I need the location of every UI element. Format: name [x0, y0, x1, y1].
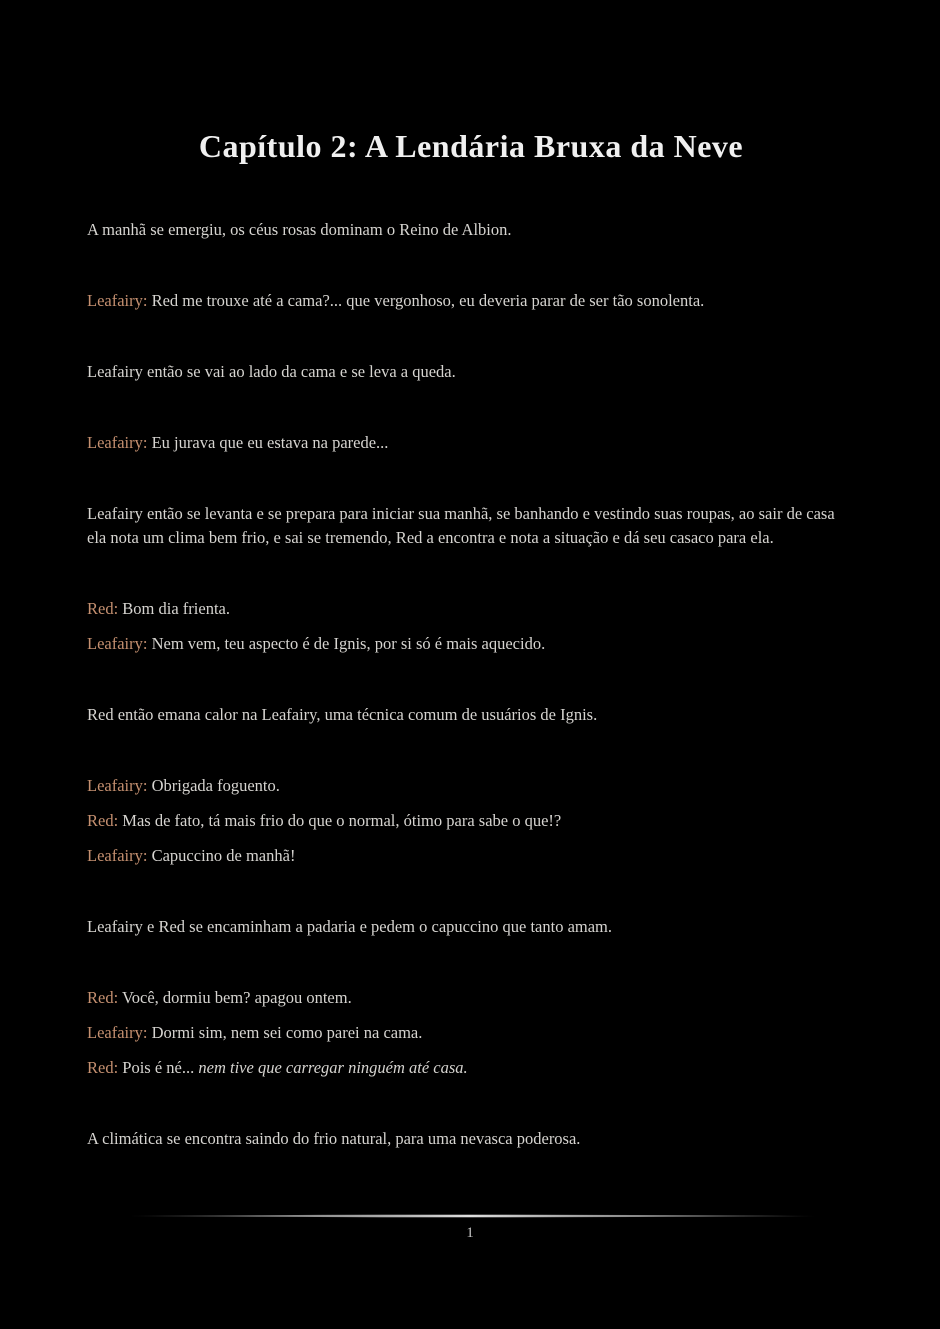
speaker-name: Leafairy:	[87, 433, 148, 452]
speaker-name: Red:	[87, 811, 119, 830]
blank-line	[87, 466, 855, 502]
italic-phrase: nem tive que carregar ninguém até casa.	[198, 1058, 468, 1077]
speaker-name: Leafairy:	[87, 634, 148, 653]
narration-paragraph: Leafairy e Red se encaminham a padaria e pedem o capuccino que tanto amam.	[87, 917, 613, 936]
blank-line	[87, 324, 855, 360]
speaker-name: Leafairy:	[87, 776, 148, 795]
narration-paragraph: Leafairy então se vai ao lado da cama e se leva a queda.	[87, 362, 456, 381]
dialogue-paragraph: Leafairy: Dormi sim, nem sei como parei na cama.	[87, 1023, 423, 1042]
blank-line	[87, 879, 855, 915]
speaker-name: Red:	[87, 988, 119, 1007]
dialogue-paragraph: Red: Você, dormiu bem? apagou ontem.	[87, 988, 352, 1007]
narration-paragraph: Red então emana calor na Leafairy, uma técnica comum de usuários de Ignis.	[87, 705, 598, 724]
narration-paragraph: A manhã se emergiu, os céus rosas dominam o Reino de Albion.	[87, 220, 512, 239]
page-number: 1	[466, 1225, 474, 1241]
dialogue-paragraph: Red: Pois é né... nem tive que carregar ninguém até casa.	[87, 1058, 468, 1077]
blank-line	[87, 950, 855, 986]
dialogue-paragraph: Red: Bom dia frienta.	[87, 599, 230, 618]
chapter-title: Capítulo 2: A Lendária Bruxa da Neve	[198, 128, 744, 164]
blank-line	[87, 561, 855, 597]
dialogue-paragraph: Leafairy: Obrigada foguento.	[87, 776, 280, 795]
footer-divider-line	[0, 1212, 940, 1220]
dialogue-paragraph: Leafairy: Capuccino de manhã!	[87, 846, 296, 865]
speaker-name: Leafairy:	[87, 291, 148, 310]
speaker-name: Red:	[87, 599, 119, 618]
blank-line	[87, 738, 855, 774]
page-footer	[0, 1212, 940, 1243]
dialogue-paragraph: Leafairy: Nem vem, teu aspecto é de Ignis, por si só é mais aquecido.	[87, 634, 546, 653]
narration-paragraph: Leafairy então se levanta e se prepara para iniciar sua manhã, se banhando e vestindo suas roupas, ao sair de casa ela nota um clima bem frio, e sai se tremendo, Red a encontra e nota a situação e dá seu casaco para ela.	[87, 504, 835, 547]
dialogue-paragraph: Leafairy: Eu jurava que eu estava na parede...	[87, 433, 389, 452]
speaker-name: Leafairy:	[87, 1023, 148, 1042]
blank-line	[87, 253, 855, 289]
dialogue-paragraph: Leafairy: Red me trouxe até a cama?... que vergonhoso, eu deveria parar de ser tão sonolenta.	[87, 291, 705, 310]
story-content	[87, 218, 855, 1151]
speaker-name: Red:	[87, 1058, 119, 1077]
dialogue-paragraph: Red: Mas de fato, tá mais frio do que o normal, ótimo para sabe o que!?	[87, 811, 562, 830]
blank-line	[87, 1091, 855, 1127]
narration-paragraph: A climática se encontra saindo do frio natural, para uma nevasca poderosa.	[87, 1129, 581, 1148]
blank-line	[87, 395, 855, 431]
speaker-name: Leafairy:	[87, 846, 148, 865]
blank-line	[87, 667, 855, 703]
